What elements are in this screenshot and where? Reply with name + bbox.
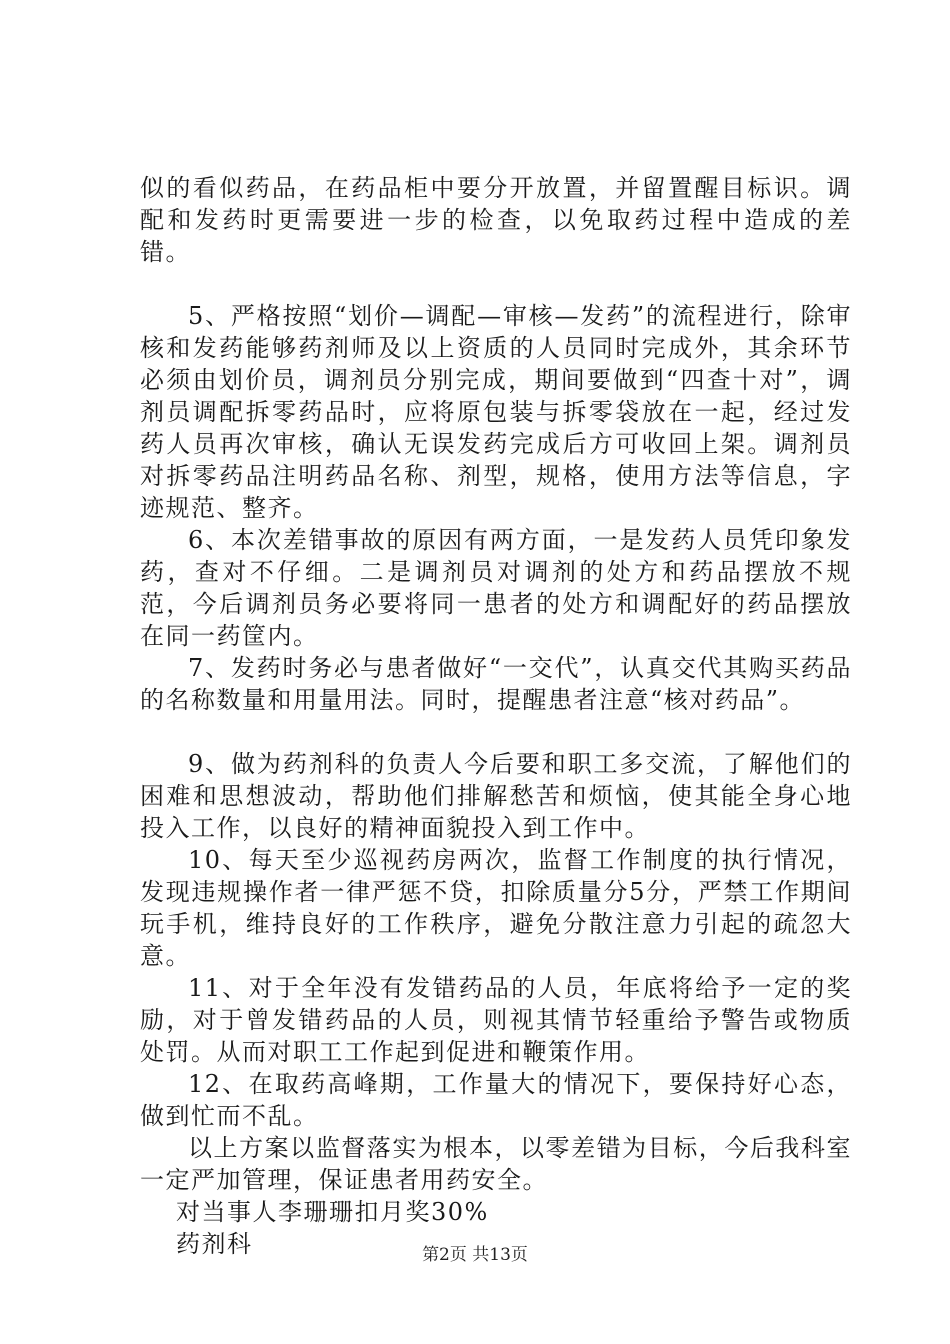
paragraph-conclusion: 以上方案以监督落实为根本，以零差错为目标，今后我科室一定严加管理，保证患者用药安全。: [140, 1134, 852, 1194]
paragraph-item-12: 12、在取药高峰期，工作量大的情况下，要保持好心态，做到忙而不乱。: [140, 1070, 852, 1130]
paragraph-item-7: 7、发药时务必与患者做好“一交代”，认真交代其购买药品的名称数量和用量用法。同时，提醒患者注意“核对药品”。: [140, 654, 852, 714]
paragraph-gap: [140, 268, 852, 300]
department-signature: 药剂科: [176, 1230, 253, 1258]
paragraph-item-9: 9、做为药剂科的负责人今后要和职工多交流，了解他们的困难和思想波动，帮助他们排解愁苦和烦恼，使其能全身心地投入工作，以良好的精神面貌投入到工作中。: [140, 750, 852, 842]
page-number-footer: 第2页 共13页: [422, 1245, 528, 1265]
paragraph-item-6: 6、本次差错事故的原因有两方面，一是发药人员凭印象发药，查对不仔细。二是调剂员对调剂的处方和药品摆放不规范，今后调剂员务必要将同一患者的处方和调配好的药品摆放在同一药筐内。: [140, 526, 852, 650]
paragraph-item-5: 5、严格按照“划价—调配—审核—发药”的流程进行，除审核和发药能够药剂师及以上资质的人员同时完成外，其余环节必须由划价员，调剂员分别完成，期间要做到“四查十对”，调剂员调配拆零药品时，应将原包装与拆零袋放在一起，经过发药人员再次审核，确认无误发药完成后方可收回上架。调剂员对拆零药品注明药品名称、剂型，规格，使用方法等信息，字迹规范、整齐。: [140, 302, 852, 522]
paragraph-continuation: 似的看似药品，在药品柜中要分开放置，并留置醒目标识。调配和发药时更需要进一步的检查，以免取药过程中造成的差错。: [140, 174, 852, 266]
paragraph-item-10: 10、每天至少巡视药房两次，监督工作制度的执行情况，发现违规操作者一律严惩不贷，扣除质量分5分，严禁工作期间玩手机，维持良好的工作秩序，避免分散注意力引起的疏忽大意。: [140, 846, 852, 970]
paragraph-gap: [140, 716, 852, 748]
penalty-line: 对当事人李珊珊扣月奖30%: [176, 1198, 489, 1226]
paragraph-item-11: 11、对于全年没有发错药品的人员，年底将给予一定的奖励，对于曾发错药品的人员，则视其情节轻重给予警告或物质处罚。从而对职工工作起到促进和鞭策作用。: [140, 974, 852, 1066]
document-body: [140, 172, 852, 1260]
